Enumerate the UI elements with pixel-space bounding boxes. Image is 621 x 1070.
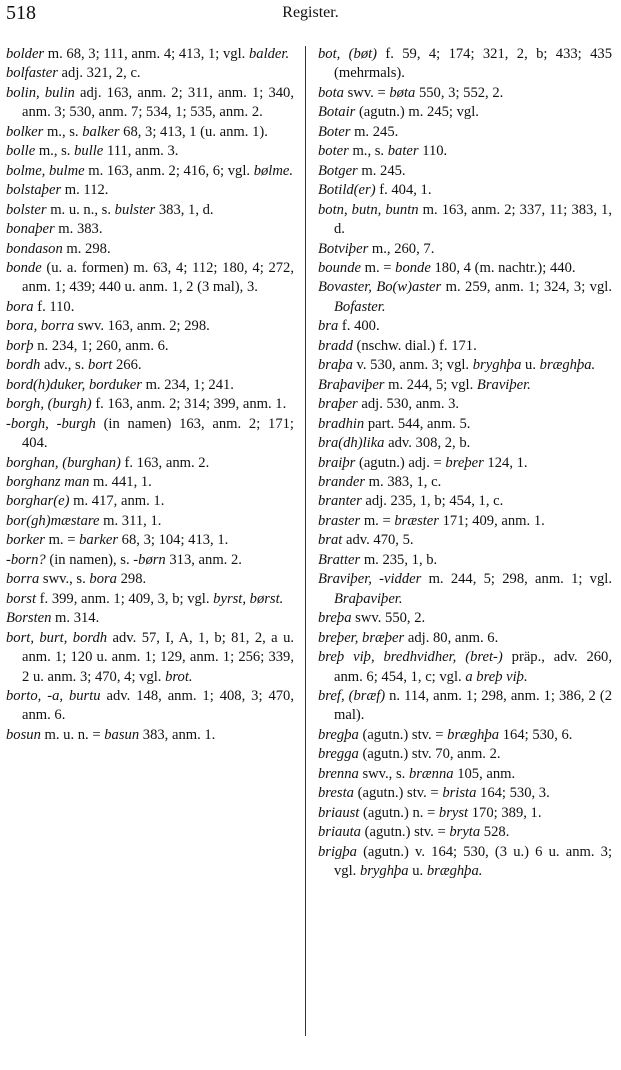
register-entry	[6, 298, 294, 317]
entry-headword: Botger	[318, 162, 358, 179]
register-entry	[318, 745, 612, 764]
entry-headword: bolster	[6, 201, 47, 218]
entry-headword: brigþa	[318, 843, 357, 860]
register-entry	[6, 240, 294, 259]
register-entry	[6, 123, 294, 142]
entry-headword: borþ	[6, 337, 34, 354]
entry-headword: bounde	[318, 259, 361, 276]
entry-headword: braþa	[318, 357, 353, 374]
register-entry	[318, 648, 612, 687]
entry-reference: 105, anm.	[453, 765, 516, 782]
entry-headword: briaust	[318, 804, 360, 821]
entry-headword: borra	[6, 571, 40, 588]
entry-headword: -born?	[6, 551, 46, 568]
entry-reference: m. =	[44, 532, 80, 549]
register-entry	[318, 765, 612, 784]
entry-headword: Boter	[318, 123, 351, 140]
entry-headword: botn, butn, buntn	[318, 201, 419, 218]
entry-headword: bolstaþer	[6, 182, 62, 199]
entry-reference: m., s.	[43, 123, 83, 140]
entry-headword: bord(h)duker, borduker	[6, 376, 142, 393]
register-entry	[318, 395, 612, 414]
entry-reference: part. 544, anm. 5.	[364, 415, 471, 432]
register-entry	[318, 492, 612, 511]
entry-headword: bradhin	[318, 415, 365, 432]
entry-reference: (agutn.) stv. =	[353, 785, 443, 802]
register-entry	[318, 551, 612, 570]
entry-reference: 313, anm. 2.	[165, 551, 242, 568]
entry-reference: n. 234, 1; 260, anm. 6.	[33, 337, 169, 354]
entry-reference: f. 59, 4; 174; 321, 2, b; 433; 435 (mehrmals).	[334, 46, 612, 82]
register-entry	[318, 415, 612, 434]
entry-headword: breþ viþ, bredhvidher, (bret-)	[318, 649, 503, 666]
entry-headword: breþer	[445, 454, 484, 471]
entry-reference: m. 244, 5; vgl.	[384, 376, 477, 393]
entry-reference: (agutn.) m. 245; vgl.	[355, 104, 479, 121]
entry-reference: u.	[408, 863, 427, 880]
entry-headword: branter	[318, 493, 362, 510]
entry-reference: adv. 470, 5.	[342, 532, 414, 549]
entry-headword: Botild(er)	[318, 182, 376, 199]
register-entry	[6, 590, 294, 609]
register-entry	[318, 103, 612, 122]
entry-headword: balker	[82, 123, 120, 140]
register-entry	[318, 123, 612, 142]
register-entry	[318, 454, 612, 473]
register-entry	[6, 376, 294, 395]
entry-reference: f. 110.	[33, 298, 75, 315]
entry-reference: m. 163, anm. 2; 416, 6; vgl.	[84, 162, 254, 179]
entry-reference: f. 399, anm. 1; 409, 3, b; vgl.	[36, 590, 214, 607]
entry-reference: 383, 1, d.	[155, 201, 214, 218]
entry-headword: bonde	[395, 259, 431, 276]
entry-reference: f. 163, anm. 2.	[120, 454, 210, 471]
entry-headword: Bovaster, Bo(w)aster	[318, 279, 442, 296]
entry-reference: adv. 308, 2, b.	[384, 435, 471, 452]
entry-headword: bresta	[318, 785, 354, 802]
entry-headword: bor(gh)mæstare	[6, 512, 100, 529]
entry-headword: brænna	[408, 765, 454, 782]
entry-headword: bolfaster	[6, 65, 58, 82]
entry-reference: (agutn.) adj. =	[355, 454, 446, 471]
entry-reference: m. u. n. =	[40, 726, 105, 743]
entry-reference: m. 417, anm. 1.	[69, 493, 165, 510]
entry-headword: borgh, (burgh)	[6, 396, 92, 413]
entry-reference: m. 298.	[62, 240, 111, 257]
entry-headword: bryst	[438, 804, 469, 821]
entry-reference: m. 235, 1, b.	[360, 551, 438, 568]
entry-reference: swv. 163, anm. 2; 298.	[74, 318, 210, 335]
entry-headword: bondason	[6, 240, 63, 257]
page-number: 518	[6, 2, 36, 24]
register-entry	[6, 512, 294, 531]
entry-reference: 170; 389, 1.	[468, 804, 542, 821]
entry-headword: barker	[79, 532, 119, 549]
register-entry	[318, 278, 612, 317]
register-entry	[6, 162, 294, 181]
register-entry	[318, 434, 612, 453]
entry-headword: -borgh, -burgh	[6, 415, 96, 432]
entry-headword: bota	[318, 84, 344, 101]
entry-headword: Braþaviþer	[318, 376, 385, 393]
entry-headword: brista	[442, 785, 477, 802]
entry-reference: m. 314.	[51, 610, 100, 627]
entry-headword: bosun	[6, 726, 41, 743]
register-entry	[6, 317, 294, 336]
register-entry	[6, 181, 294, 200]
entry-reference: (in namen), s.	[45, 551, 134, 568]
entry-headword: Botviþer	[318, 240, 369, 257]
register-entry	[318, 843, 612, 882]
entry-reference: swv., s.	[39, 571, 90, 588]
entry-reference: adj. 80, anm. 6.	[404, 629, 499, 646]
entry-reference: m. 383, 1, c.	[365, 473, 442, 490]
entry-headword: brot.	[165, 668, 193, 685]
entry-reference: m. 234, 1; 241.	[141, 376, 234, 393]
entry-headword: bater	[387, 143, 419, 160]
entry-reference: (agutn.) v. 164; 530, (3 u.) 6 u. anm. 3; vgl.	[334, 843, 612, 880]
entry-headword: bulster	[114, 201, 156, 218]
register-entry	[6, 395, 294, 414]
register-entry	[6, 64, 294, 83]
register-entry	[318, 337, 612, 356]
entry-headword: briauta	[318, 824, 361, 841]
entry-headword: brat	[318, 532, 343, 549]
entry-reference: 180, 4 (m. nachtr.); 440.	[430, 259, 576, 276]
entry-headword: bræghþa.	[426, 863, 483, 880]
register-entry	[318, 201, 612, 240]
entry-reference: m. 244, 5; 298, anm. 1; vgl.	[421, 571, 612, 588]
register-entry	[318, 609, 612, 628]
entry-reference: präp., adv. 260, anm. 6; 454, 1, c; vgl.	[334, 649, 613, 685]
right-column	[318, 45, 612, 881]
entry-headword: bora	[6, 298, 34, 315]
entry-reference: m. 383.	[54, 221, 103, 238]
entry-headword: bryghþa	[359, 863, 409, 880]
entry-headword: bræghþa.	[539, 357, 596, 374]
entry-reference: 383, anm. 1.	[139, 726, 216, 743]
entry-headword: byrst, børst.	[213, 590, 284, 607]
entry-reference: adj. 530, anm. 3.	[357, 396, 460, 413]
entry-headword: borker	[6, 532, 45, 549]
entry-reference: m., 260, 7.	[368, 240, 435, 257]
entry-reference: 550, 3; 552, 2.	[415, 84, 504, 101]
register-entry	[6, 201, 294, 220]
entry-headword: bort	[88, 357, 113, 374]
entry-headword: bra(dh)lika	[318, 435, 385, 452]
register-entry	[318, 45, 612, 84]
entry-headword: brander	[318, 473, 366, 490]
entry-headword: bref, (bræf)	[318, 687, 386, 704]
entry-headword: bregþa	[318, 726, 359, 743]
entry-headword: bryta	[449, 824, 481, 841]
register-entry	[318, 473, 612, 492]
entry-headword: basun	[104, 726, 140, 743]
entry-headword: -børn	[133, 551, 166, 568]
entry-reference: m., s.	[35, 143, 75, 160]
entry-headword: bolle	[6, 143, 36, 160]
entry-headword: bolme, bulme	[6, 162, 85, 179]
entry-headword: braiþr	[318, 454, 356, 471]
entry-headword: balder.	[248, 46, 290, 62]
entry-reference: adj. 235, 1, b; 454, 1, c.	[361, 493, 504, 510]
register-entry	[318, 823, 612, 842]
entry-reference: m. 112.	[61, 182, 109, 199]
entry-reference: v. 530, anm. 3; vgl.	[352, 357, 473, 374]
register-entry	[318, 84, 612, 103]
entry-reference: (in namen) 163, anm. 2; 171; 404.	[22, 415, 294, 452]
register-entry	[6, 726, 294, 745]
entry-headword: bølme.	[253, 162, 294, 179]
entry-reference: swv. 550, 2.	[351, 610, 426, 627]
entry-reference: 111, anm. 3.	[103, 143, 179, 160]
entry-reference: 528.	[480, 824, 510, 841]
entry-headword: bolker	[6, 123, 44, 140]
entry-reference: u.	[521, 357, 540, 374]
register-entry	[6, 473, 294, 492]
register-entry	[6, 220, 294, 239]
register-entry	[6, 492, 294, 511]
register-entry	[6, 356, 294, 375]
register-entry	[318, 629, 612, 648]
entry-reference: 298.	[116, 571, 147, 588]
entry-reference: (agutn.) stv. =	[358, 726, 448, 743]
register-entry	[318, 259, 612, 278]
register-entry	[318, 240, 612, 259]
left-column	[6, 45, 294, 745]
entry-reference: 171; 409, anm. 1.	[438, 512, 545, 529]
register-entry	[318, 784, 612, 803]
entry-headword: Botair	[318, 104, 356, 121]
entry-reference: 68, 3; 413, 1 (u. anm. 1).	[119, 123, 268, 140]
entry-headword: borghar(e)	[6, 493, 70, 510]
entry-headword: Braviþer, -vidder	[318, 571, 422, 588]
entry-headword: borst	[6, 590, 37, 607]
entry-headword: bora, borra	[6, 318, 75, 335]
register-entry	[318, 356, 612, 375]
entry-headword: bot, (bøt)	[318, 46, 378, 62]
entry-headword: borghanz man	[6, 473, 90, 490]
entry-headword: braster	[318, 512, 361, 529]
register-entry	[6, 142, 294, 161]
entry-reference: 164; 530, 6.	[499, 726, 573, 743]
register-entry	[318, 181, 612, 200]
entry-headword: braþer	[318, 396, 358, 413]
entry-reference: swv., s.	[358, 765, 409, 782]
register-entry	[318, 317, 612, 336]
entry-reference: (agutn.) stv. 70, anm. 2.	[358, 746, 501, 763]
entry-headword: bræster	[394, 512, 439, 529]
register-entry	[6, 609, 294, 628]
register-entry	[6, 337, 294, 356]
entry-reference: m. =	[360, 259, 396, 276]
entry-headword: bort, burt, bordh	[6, 629, 108, 646]
entry-headword: bolder	[6, 46, 45, 62]
register-entry	[6, 415, 294, 454]
register-entry	[318, 142, 612, 161]
register-entry	[318, 687, 612, 726]
entry-headword: bryghþa	[472, 357, 522, 374]
entry-reference: f. 404, 1.	[375, 182, 432, 199]
entry-reference: adv. 148, anm. 1; 408, 3; 470, anm. 6.	[22, 687, 295, 724]
entry-reference: m. 245.	[357, 162, 406, 179]
register-entry	[6, 45, 294, 64]
entry-headword: Braviþer.	[476, 376, 531, 393]
register-entry	[318, 376, 612, 395]
register-entry	[318, 162, 612, 181]
entry-headword: bradd	[318, 337, 353, 354]
entry-reference: f. 163, anm. 2; 314; 399, anm. 1.	[91, 396, 287, 413]
entry-reference: m. 163, anm. 2; 337, 11; 383, 1, d.	[334, 201, 613, 238]
register-entry	[318, 726, 612, 745]
entry-reference: swv. =	[343, 84, 390, 101]
entry-reference: (nschw. dial.) f. 171.	[352, 337, 477, 354]
entry-headword: breþa	[318, 610, 352, 627]
register-entry	[6, 84, 294, 123]
entry-reference: 164; 530, 3.	[476, 785, 550, 802]
entry-reference: m. 245.	[350, 123, 399, 140]
register-entry	[6, 629, 294, 687]
entry-reference: 124, 1.	[483, 454, 528, 471]
entry-headword: boter	[318, 143, 349, 160]
entry-reference: adv., s.	[40, 357, 89, 374]
entry-headword: a breþ viþ.	[465, 668, 528, 685]
entry-reference: (agutn.) stv. =	[360, 824, 450, 841]
entry-headword: bordh	[6, 357, 41, 374]
entry-headword: bonaþer	[6, 221, 55, 238]
entry-headword: bra	[318, 318, 339, 335]
entry-headword: Bratter	[318, 551, 361, 568]
entry-reference: m., s.	[348, 143, 388, 160]
register-entry	[318, 570, 612, 609]
register-entry	[318, 512, 612, 531]
entry-headword: Borsten	[6, 610, 52, 627]
entry-reference: 68, 3; 104; 413, 1.	[118, 532, 229, 549]
entry-headword: bonde	[6, 259, 42, 276]
entry-headword: Bofaster.	[334, 298, 386, 315]
entry-reference: m. 259, anm. 1; 324, 3; vgl.	[441, 279, 612, 296]
entry-headword: brenna	[318, 765, 359, 782]
entry-headword: bøta	[389, 84, 416, 101]
entry-reference: 110.	[418, 143, 448, 160]
entry-headword: breþer, bræþer	[318, 629, 405, 646]
entry-headword: bræghþa	[447, 726, 500, 743]
entry-reference: (u. a. formen) m. 63, 4; 112; 180, 4; 272, anm. 1; 439; 440 u. anm. 1, 2 (3 mal), 3.	[22, 259, 294, 296]
register-entry	[6, 259, 294, 298]
register-entry	[6, 687, 294, 726]
entry-reference: m. 68, 3; 111, anm. 4; 413, 1; vgl.	[44, 46, 249, 62]
entry-headword: Braþaviþer.	[334, 590, 403, 607]
entry-reference: adv. 57, I, A, 1, b; 81, 2, a u. anm. 1; 120 u. anm. 1; 129, anm. 1; 256; 339, 2 u. anm. 3; 470, 4; vgl.	[22, 629, 295, 685]
register-entry	[6, 531, 294, 550]
entry-headword: bolin, bulin	[6, 84, 75, 101]
entry-headword: bora	[89, 571, 117, 588]
register-entry	[318, 531, 612, 550]
entry-headword: bregga	[318, 746, 359, 763]
entry-reference: m. =	[360, 512, 395, 529]
entry-reference: adj. 163, anm. 2; 311, anm. 1; 340, anm. 3; 530, anm. 7; 534, 1; 535, anm. 2.	[22, 84, 295, 121]
running-head: Register.	[282, 4, 339, 21]
entry-reference: n. 114, anm. 1; 298, anm. 1; 386, 2 (2 mal).	[334, 687, 612, 724]
entry-reference: adj. 321, 2, c.	[57, 65, 141, 82]
entry-headword: borghan, (burghan)	[6, 454, 121, 471]
entry-reference: m. 441, 1.	[89, 473, 152, 490]
entry-reference: 266.	[112, 357, 142, 374]
entry-headword: borto, -a, burtu	[6, 687, 101, 704]
entry-reference: (agutn.) n. =	[359, 804, 439, 821]
register-entry	[6, 551, 294, 570]
register-entry	[6, 454, 294, 473]
register-entry	[6, 570, 294, 589]
register-entry	[318, 804, 612, 823]
entry-headword: bulle	[74, 143, 104, 160]
entry-reference: m. u. n., s.	[46, 201, 115, 218]
entry-reference: f. 400.	[338, 318, 380, 335]
column-divider	[305, 46, 306, 1036]
entry-reference: m. 311, 1.	[99, 512, 162, 529]
